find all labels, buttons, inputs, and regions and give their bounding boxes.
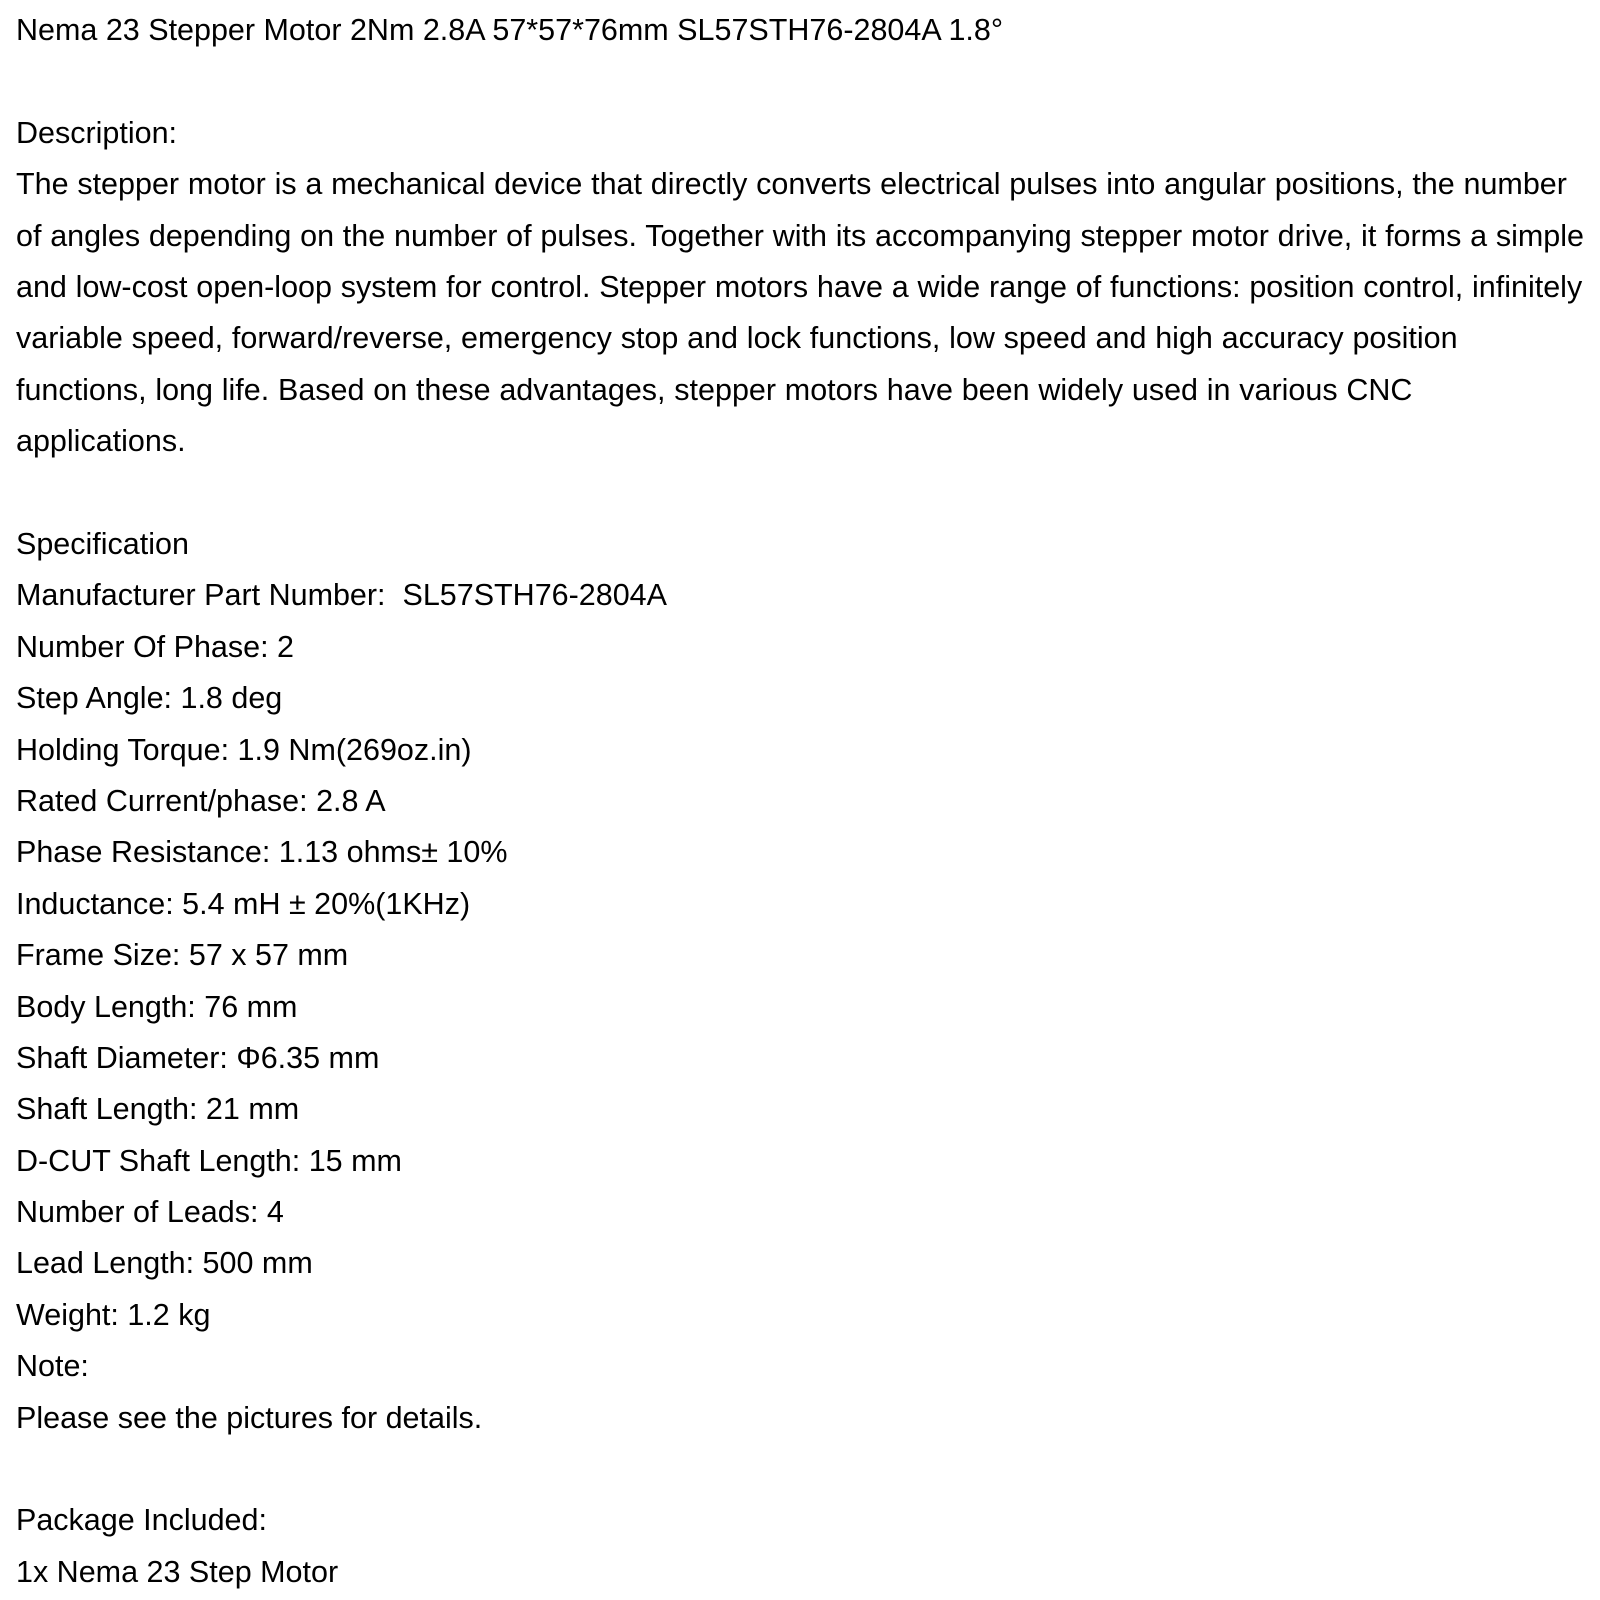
spec-item: Manufacturer Part Number: SL57STH76-2804A [16, 578, 667, 613]
spec-item: Holding Torque: 1.9 Nm(269oz.in) [16, 732, 472, 767]
spec-item: Rated Current/phase: 2.8 A [16, 783, 386, 818]
spacer [16, 56, 1596, 107]
specification-heading: Specification [16, 527, 189, 561]
description-heading: Description: [16, 115, 178, 150]
note-heading: Note: [16, 1349, 89, 1384]
spec-item: Step Angle: 1.8 deg [16, 681, 283, 716]
spec-item: Number Of Phase: 2 [16, 629, 295, 664]
package-item: 1x Nema 23 Step Motor [16, 1554, 339, 1589]
product-title: Nema 23 Stepper Motor 2Nm 2.8A 57*57*76mm SL57STH76-2804A 1.8° [16, 13, 1004, 47]
spec-item: Inductance: 5.4 mH ± 20%(1KHz) [16, 886, 471, 921]
spacer [16, 1444, 1596, 1495]
spacer [16, 468, 1596, 519]
spec-item: D-CUT Shaft Length: 15 mm [16, 1143, 402, 1178]
spec-item: Shaft Diameter: Φ6.35 mm [16, 1040, 380, 1075]
spec-item: Frame Size: 57 x 57 mm [16, 938, 349, 973]
spec-item: Shaft Length: 21 mm [16, 1092, 300, 1127]
description-text: The stepper motor is a mechanical device that directly converts electrical pulses into angular positions, the number of angles depending on the number of pulses. Together with its accompanying stepper motor drive, it forms a simple and low-cost open-loop system for control. Stepper motors have a wide range of functions: position control, infinitely variable speed, forward/reverse, emergency stop and lock functions, low speed and high accuracy position functions, long life. Based on these advantages, stepper motors have been widely used in various CNC applications. [16, 167, 1584, 459]
note-text: Please see the pictures for details. [16, 1400, 483, 1435]
spec-item: Body Length: 76 mm [16, 989, 298, 1024]
product-listing-document [16, 5, 1596, 1598]
spec-item: Number of Leads: 4 [16, 1195, 284, 1230]
package-heading: Package Included: [16, 1503, 267, 1538]
spec-item: Phase Resistance: 1.13 ohms± 10% [16, 835, 508, 870]
spec-item: Lead Length: 500 mm [16, 1246, 313, 1281]
spec-item: Weight: 1.2 kg [16, 1297, 211, 1332]
